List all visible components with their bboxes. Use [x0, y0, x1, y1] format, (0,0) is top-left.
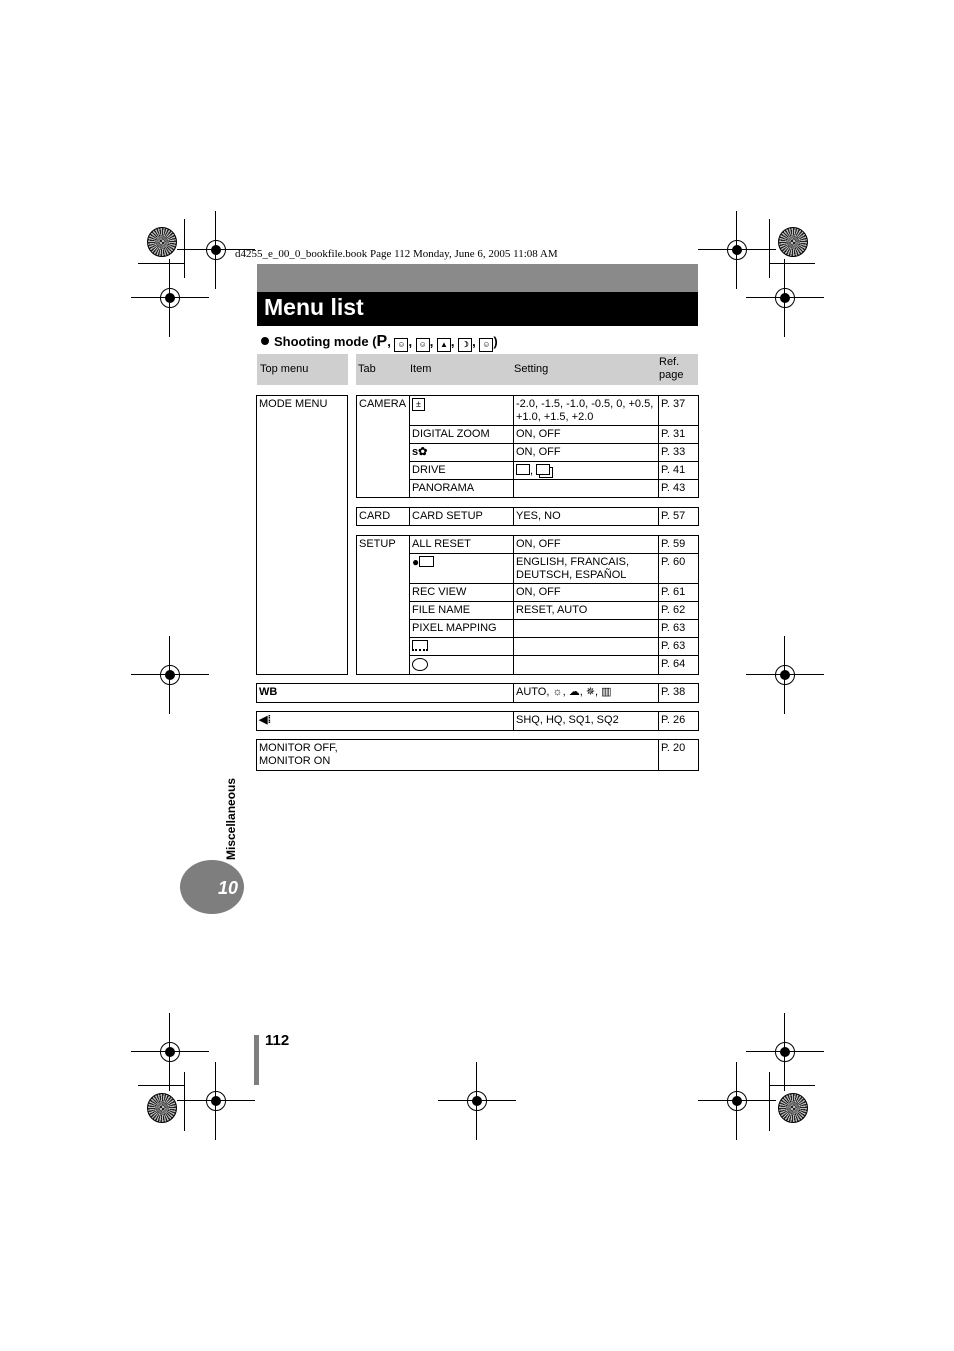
ref-cell: P. 20: [658, 739, 699, 771]
title-bar: [257, 292, 698, 326]
setting-cell: ENGLISH, FRANCAIS, DEUTSCH, ESPAÑOL: [513, 553, 659, 584]
header-item: Item: [410, 363, 432, 375]
trim-line: [769, 1085, 815, 1086]
trim-line: [769, 263, 815, 264]
item-cell: CARD SETUP: [409, 507, 514, 526]
item-cell: [409, 637, 514, 656]
setting-cell: [513, 619, 659, 638]
single-frame-icon: [516, 464, 530, 475]
setting-cell: ON, OFF: [513, 583, 659, 602]
mode-menu-cell: MODE MENU: [256, 395, 348, 675]
night-scene-mode-icon: ☽: [458, 338, 472, 352]
ref-cell: P. 64: [658, 655, 699, 675]
running-head: d4255_e_00_0_bookfile.book Page 112 Monday, June 6, 2005 11:08 AM: [235, 248, 558, 260]
item-cell: [409, 553, 514, 584]
ref-cell: P. 37: [658, 395, 699, 426]
super-macro-icon: s✿: [412, 446, 428, 458]
monitor-cell: MONITOR OFF, MONITOR ON: [256, 739, 659, 771]
item-cell: PANORAMA: [409, 479, 514, 498]
fluorescent-icon: ▥: [601, 686, 612, 698]
sunny-icon: ☼: [552, 686, 563, 698]
section-side-label: Miscellaneous: [224, 777, 238, 860]
setting-cell: ON, OFF: [513, 535, 659, 554]
item-cell: [409, 655, 514, 675]
header-band: [257, 264, 698, 292]
item-cell: DIGITAL ZOOM: [409, 425, 514, 444]
tungsten-icon: ✵: [585, 686, 596, 698]
wb-cell: WB: [256, 683, 514, 703]
page-title: Menu list: [264, 294, 364, 320]
ref-cell: P. 60: [658, 553, 699, 584]
clock-icon: [412, 658, 428, 671]
bullet-icon: [261, 337, 269, 345]
setting-cell: YES, NO: [513, 507, 659, 526]
registration-target-icon: [147, 1093, 177, 1123]
ref-cell: P. 63: [658, 619, 699, 638]
ref-cell: P. 31: [658, 425, 699, 444]
setting-cell: [513, 637, 659, 656]
crosshair-mark-icon: [720, 1084, 754, 1118]
header-rest: [356, 354, 698, 385]
cloudy-icon: ☁: [568, 686, 580, 698]
table-row: [409, 395, 514, 426]
landscape-portrait-mode-icon: ☺: [416, 338, 430, 352]
crosshair-mark-icon: [153, 1035, 187, 1069]
setting-cell: -2.0, -1.5, -1.0, -0.5, 0, +0.5, +1.0, +1.5, +2.0: [513, 395, 659, 426]
ref-cell: P. 26: [658, 711, 699, 731]
setting-cell: ,: [513, 461, 659, 480]
crosshair-mark-icon: [768, 281, 802, 315]
sequential-icon: [536, 464, 550, 475]
trim-line: [138, 1085, 184, 1086]
tab-camera: CAMERA: [356, 395, 410, 498]
ref-cell: P. 62: [658, 601, 699, 620]
trim-line: [184, 1072, 185, 1131]
program-mode-label: P: [376, 333, 388, 350]
header-top-menu: Top menu: [257, 354, 348, 385]
page-number: 112: [265, 1032, 290, 1049]
quality-cell: [256, 711, 514, 731]
portrait-mode-icon: ☺: [394, 338, 408, 352]
setting-cell: ON, OFF: [513, 425, 659, 444]
tab-card: CARD: [356, 507, 410, 526]
image-quality-icon: ◀⁞: [259, 714, 272, 726]
ref-cell: P. 33: [658, 443, 699, 462]
self-portrait-mode-icon: ☺: [479, 338, 493, 352]
ref-cell: P. 63: [658, 637, 699, 656]
crosshair-mark-icon: [768, 658, 802, 692]
ref-cell: P. 61: [658, 583, 699, 602]
language-icon: ●: [412, 555, 434, 569]
item-cell: [409, 443, 514, 462]
crosshair-mark-icon: [199, 233, 233, 267]
crosshair-mark-icon: [460, 1084, 494, 1118]
item-cell: FILE NAME: [409, 601, 514, 620]
subtitle-close: ): [493, 334, 498, 349]
trim-line: [138, 263, 184, 264]
monitor-brightness-icon: [412, 640, 428, 651]
item-cell: REC VIEW: [409, 583, 514, 602]
crosshair-mark-icon: [153, 658, 187, 692]
landscape-mode-icon: ▲: [437, 338, 451, 352]
header-setting: Setting: [514, 363, 549, 375]
ref-cell: P. 59: [658, 535, 699, 554]
trim-line: [769, 1072, 770, 1131]
tab-setup: SETUP: [356, 535, 410, 675]
section-subtitle: Shooting mode (P, ☺ , ☺ , ▲ , ☽ , ☺ ): [261, 333, 498, 352]
setting-cell: AUTO, ☼, ☁, ✵, ▥: [513, 683, 659, 703]
trim-line: [184, 219, 185, 278]
crosshair-mark-icon: [768, 1035, 802, 1069]
setting-cell: [513, 479, 659, 498]
item-cell: DRIVE: [409, 461, 514, 480]
ref-cell: P. 38: [658, 683, 699, 703]
registration-target-icon: [778, 227, 808, 257]
header-ref-page: Ref. page: [659, 356, 684, 381]
crosshair-mark-icon: [153, 281, 187, 315]
chapter-tab: [180, 860, 244, 914]
crosshair-mark-icon: [199, 1084, 233, 1118]
setting-cell: SHQ, HQ, SQ1, SQ2: [513, 711, 659, 731]
ref-cell: P. 57: [658, 507, 699, 526]
trim-line: [769, 219, 770, 278]
setting-cell: RESET, AUTO: [513, 601, 659, 620]
header-tab: Tab: [358, 363, 376, 375]
ref-cell: P. 41: [658, 461, 699, 480]
chapter-number: 10: [217, 878, 238, 898]
setting-cell: [513, 655, 659, 675]
setting-cell: ON, OFF: [513, 443, 659, 462]
registration-target-icon: [147, 227, 177, 257]
ref-cell: P. 43: [658, 479, 699, 498]
exposure-compensation-icon: ±: [412, 398, 425, 411]
item-cell: ALL RESET: [409, 535, 514, 554]
item-cell: PIXEL MAPPING: [409, 619, 514, 638]
crosshair-mark-icon: [720, 233, 754, 267]
subtitle-label: Shooting mode (: [274, 334, 377, 349]
page-number-bar: [254, 1035, 259, 1085]
registration-target-icon: [778, 1093, 808, 1123]
